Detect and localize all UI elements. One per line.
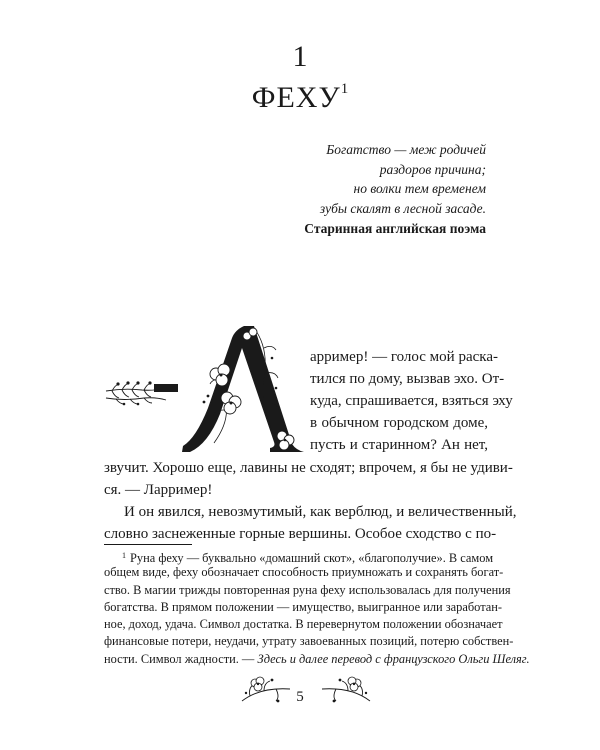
- footnote-marker: 1: [122, 551, 126, 560]
- chapter-title: [0, 82, 600, 113]
- footnote-line: общем виде, феху обозначает способность приумножать и сохранять богат-: [104, 565, 504, 580]
- text-line: тился по дому, вызвав эхо. От-: [310, 371, 505, 387]
- epigraph-line: раздоров причина;: [379, 161, 486, 177]
- epigraph: [186, 140, 486, 218]
- epigraph-line: но волки тем временем: [353, 181, 486, 196]
- footnote-line: богатства. В прямом положении — имущество, выигранное или заработан-: [104, 599, 503, 614]
- footnote-text: ности. Символ жадности. —: [104, 651, 255, 666]
- text-line: ся. — Ларример!: [104, 482, 213, 498]
- text-line: в обычном городском доме,: [310, 415, 488, 431]
- text-line: пусть и старинном? Ан нет,: [310, 437, 488, 453]
- chapter-number: 1: [292, 40, 308, 73]
- text-line: арример! — голос мой раска-: [310, 349, 498, 365]
- footnote-line: финансовые потери, неудачи, утрату завоеванных позиций, потерю собствен-: [104, 634, 514, 649]
- chapter-title-text: ФЕХУ: [251, 81, 341, 114]
- drop-cap: [104, 318, 314, 458]
- footnote-divider: [104, 544, 192, 545]
- text-line: словно заснеженные горные вершины. Особое сходство с по-: [104, 526, 497, 542]
- text-line: звучит. Хорошо еще, лавины не сходят; впрочем, я бы не удиви-: [104, 460, 513, 476]
- footnote-text: Руна феху — буквально «домашний скот», «благополучие». В самом: [130, 551, 494, 565]
- footnote: [104, 547, 530, 668]
- epigraph-line: Богатство — меж родичей: [326, 142, 486, 157]
- floral-ornament-icon: [320, 671, 372, 711]
- drop-cap-flourish-icon: [104, 318, 314, 458]
- footnote-line: [104, 651, 530, 668]
- footnote-line: ное, доход, удача. Символ достатка. В перевернутом положении обозначает: [104, 617, 503, 632]
- text-line: И он явился, невозмутимый, как верблюд, и величественный,: [124, 504, 517, 520]
- footnote-reference: 1: [340, 81, 349, 97]
- epigraph-source: Старинная английская поэма: [304, 221, 486, 236]
- epigraph-line: зубы скалят в лесной засаде.: [319, 200, 486, 216]
- translator-note: Здесь и далее перевод с французского Ольги Шеляг.: [257, 651, 530, 666]
- footnote-line: [104, 547, 494, 565]
- page-number: 5: [296, 689, 304, 705]
- footnote-line: ство. В магии трижды повторенная руна феху использовалась для получения: [104, 582, 511, 597]
- text-line: куда, спрашивается, взяться эху: [310, 393, 513, 409]
